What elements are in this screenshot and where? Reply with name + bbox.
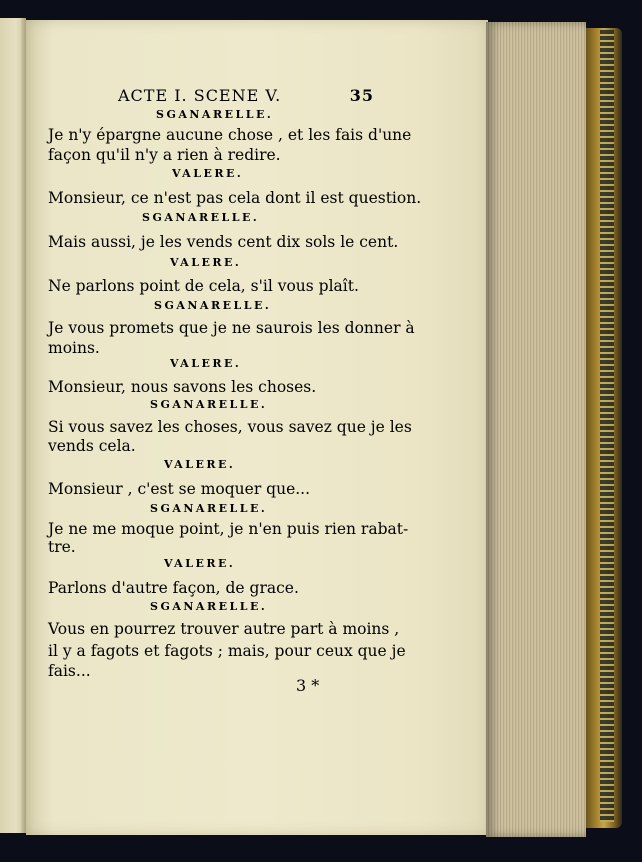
dialogue-line: Ne parlons point de cela, s'il vous plaît.: [48, 277, 359, 295]
page-edges: [486, 22, 586, 837]
dialogue-line: vends cela.: [48, 437, 136, 455]
dialogue-line: Si vous savez les choses, vous savez que je les: [48, 418, 412, 436]
speaker-name: VALERE.: [170, 357, 242, 370]
speaker-name: SGANARELLE.: [150, 502, 268, 515]
speaker-name: SGANARELLE.: [150, 398, 268, 411]
dialogue-line: Monsieur, ce n'est pas cela dont il est question.: [48, 189, 422, 207]
left-page-edge: [0, 18, 26, 833]
dialogue-line: façon qu'il n'y a rien à redire.: [48, 146, 281, 164]
cover-spine-pattern: [600, 30, 614, 822]
dialogue-line: Vous en pourrez trouver autre part à moins ,: [48, 620, 400, 638]
speaker-name: VALERE.: [164, 458, 236, 471]
running-title: ACTE I. SCENE V.: [118, 86, 282, 105]
dialogue-line: Monsieur , c'est se moquer que...: [48, 480, 311, 498]
dialogue-line: Je ne me moque point, je n'en puis rien rabat-: [48, 520, 409, 538]
speaker-name: VALERE.: [164, 557, 236, 570]
speaker-name: VALERE.: [172, 167, 244, 180]
speaker-name: SGANARELLE.: [150, 600, 268, 613]
dialogue-line: Je vous promets que je ne saurois les donner à: [48, 319, 415, 337]
dialogue-line: Monsieur, nous savons les choses.: [48, 378, 317, 396]
page-header: [118, 86, 378, 108]
dialogue-line: il y a fagots et fagots ; mais, pour ceux que je: [48, 642, 406, 660]
dialogue-line: Je n'y épargne aucune chose , et les fais d'une: [48, 126, 412, 144]
speaker-name: SGANARELLE.: [156, 108, 274, 121]
dialogue-line: Mais aussi, je les vends cent dix sols le cent.: [48, 233, 399, 251]
speaker-name: VALERE.: [170, 256, 242, 269]
dialogue-line: tre.: [48, 538, 76, 556]
dialogue-line: moins.: [48, 339, 100, 357]
signature-mark: 3 *: [296, 676, 320, 695]
speaker-name: SGANARELLE.: [154, 299, 272, 312]
dialogue-line: fais...: [48, 662, 91, 680]
dialogue-line: Parlons d'autre façon, de grace.: [48, 579, 299, 597]
speaker-name: SGANARELLE.: [142, 211, 260, 224]
page-number: 35: [349, 86, 374, 105]
